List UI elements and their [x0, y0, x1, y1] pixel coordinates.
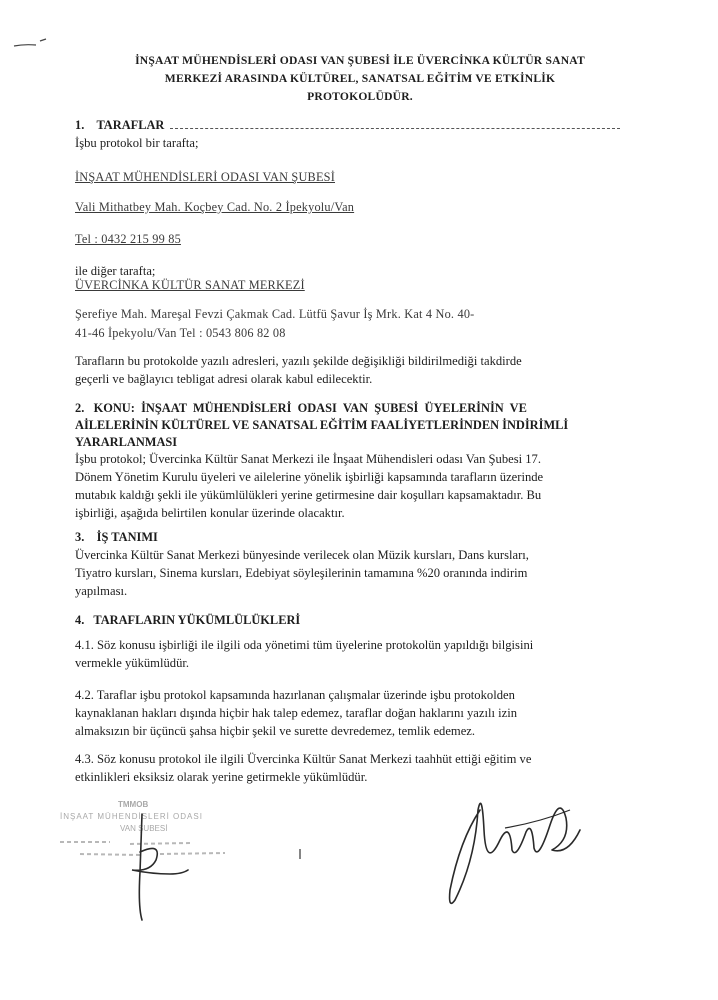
notice-paragraph	[75, 352, 635, 388]
party-2-address-line-2: 41-46 İpekyolu/Van Tel : 0543 806 82 08	[75, 326, 286, 340]
section-4-heading: 4. TARAFLARIN YÜKÜMLÜLÜKLERİ	[75, 613, 301, 627]
stamp-line-2: İNŞAAT MÜHENDİSLERİ ODASI	[60, 812, 203, 821]
section-3-heading: 3. İŞ TANIMI	[75, 530, 158, 544]
section-2-body	[75, 450, 645, 522]
section-2-heading-line-1: 2. KONU: İNŞAAT MÜHENDİSLERİ ODASI VAN ŞUBESİ ÜYELERİNİN VE	[75, 401, 527, 415]
section-2-body-line-2: Dönem Yönetim Kurulu üyeleri ve ailelerine yönelik işbirliği kapsamında tarafların üzerinde	[75, 470, 544, 484]
stamp-line-1: TMMOB	[118, 800, 149, 809]
document-title	[80, 52, 640, 106]
right-signature	[420, 770, 600, 920]
left-signature	[112, 812, 202, 922]
item-4-2-line-3: almaksızın bir üçüncü şahsa hiçbir şekil ve surette devredemez, temlik edemez.	[75, 724, 476, 738]
party-1-phone: Tel : 0432 215 99 85	[75, 232, 181, 246]
dashed-rule	[170, 118, 620, 129]
party-2-address-line-1: Şerefiye Mah. Mareşal Fevzi Çakmak Cad. Lütfü Şavur İş Mrk. Kat 4 No. 40-	[75, 307, 475, 321]
item-4-1	[75, 636, 645, 672]
section-2-heading-line-2: AİLELERİNİN KÜLTÜREL VE SANATSAL EĞİTİM FAALİYETLERİNDEN İNDİRİMLİ	[75, 418, 569, 432]
section-3-body-line-2: Tiyatro kursları, Sinema kursları, Edebiyat söyleşilerinin tamamına %20 oranında indirim	[75, 566, 528, 580]
stamp-line-3: VAN ŞUBESİ	[120, 824, 168, 833]
item-4-3-line-2: etkinlikleri eksiksiz olarak yerine getirmekle yükümlüdür.	[75, 770, 368, 784]
other-side-intro: ile diğer tarafta;	[75, 264, 156, 278]
item-4-1-line-1: 4.1. Söz konusu işbirliği ile ilgili oda yönetimi tüm üyelerine protokolün yapıldığı bilgisini	[75, 638, 534, 652]
item-4-2-line-2: kaynaklanan hakları dışında hiçbir hak talep edemez, taraflar doğan haklarını yazılı izin	[75, 706, 517, 720]
party-1-name: İNŞAAT MÜHENDİSLERİ ODASI VAN ŞUBESİ	[75, 170, 335, 184]
section-1-heading	[75, 118, 620, 133]
party-2-name: ÜVERCİNKA KÜLTÜR SANAT MERKEZİ	[75, 278, 305, 292]
small-mark	[297, 848, 303, 860]
title-line-1: İNŞAAT MÜHENDİSLERİ ODASI VAN ŞUBESİ İLE ÜVERCİNKA KÜLTÜR SANAT	[135, 54, 585, 67]
section-1-intro: İşbu protokol bir tarafta;	[75, 136, 199, 150]
notice-line-2: geçerli ve bağlayıcı tebligat adresi olarak kabul edilecektir.	[75, 372, 373, 386]
item-4-3-line-1: 4.3. Söz konusu protokol ile ilgili Üvercinka Kültür Sanat Merkezi taahhüt ettiği eğitim ve	[75, 752, 532, 766]
section-3-body	[75, 546, 645, 600]
section-2-heading-line-3: YARARLANMASI	[75, 435, 178, 449]
notice-line-1: Tarafların bu protokolde yazılı adresleri, yazılı şekilde değişikliği bildirilmediği takdirde	[75, 354, 522, 368]
section-3-body-line-1: Üvercinka Kültür Sanat Merkezi bünyesinde verilecek olan Müzik kursları, Dans kursları,	[75, 548, 529, 562]
item-4-2	[75, 686, 645, 740]
section-2-body-line-1: İşbu protokol; Üvercinka Kültür Sanat Merkezi ile İnşaat Mühendisleri odası Van Şubesi 17.	[75, 452, 541, 466]
section-1-heading-text: 1. TARAFLAR	[75, 118, 165, 132]
section-2-heading	[75, 400, 635, 451]
section-3-body-line-3: yapılması.	[75, 584, 128, 598]
corner-pen-mark	[12, 36, 52, 50]
section-2-body-line-3: mutabık kaldığı şekli ile yükümlülükleri yerine getirmesine dair koşulları kapsamaktadır. Bu	[75, 488, 542, 502]
party-1-address: Vali Mithatbey Mah. Koçbey Cad. No. 2 İpekyolu/Van	[75, 200, 355, 214]
item-4-1-line-2: vermekle yükümlüdür.	[75, 656, 190, 670]
item-4-2-line-1: 4.2. Taraflar işbu protokol kapsamında hazırlanan çalışmalar üzerinde işbu protokolden	[75, 688, 515, 702]
section-2-body-line-4: işbirliği, aşağıda belirtilen konular üzerinde olacaktır.	[75, 506, 345, 520]
title-line-2: MERKEZİ ARASINDA KÜLTÜREL, SANATSAL EĞİTİM VE ETKİNLİK	[164, 72, 556, 85]
title-line-3: PROTOKOLÜDÜR.	[307, 90, 413, 103]
